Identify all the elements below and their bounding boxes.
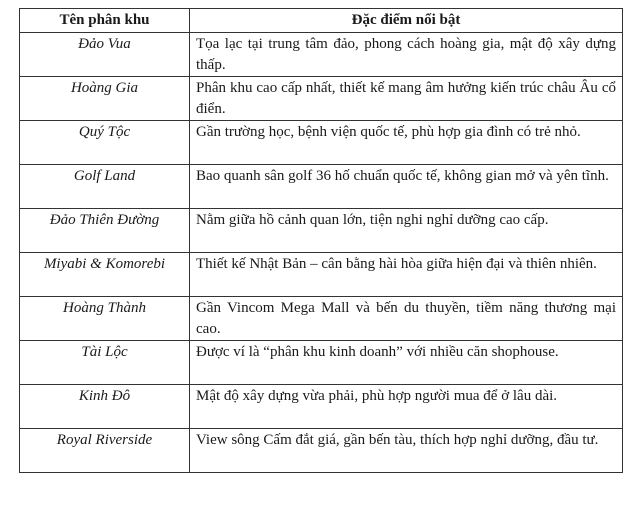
- table-row: [20, 297, 623, 341]
- subdivision-name: Kinh Đô: [20, 385, 190, 429]
- subdivision-name: Royal Riverside: [20, 429, 190, 473]
- table-header-row: [20, 9, 623, 33]
- subdivision-highlight: Mật độ xây dựng vừa phải, phù hợp người mua để ở lâu dài.: [190, 385, 623, 429]
- subdivision-name: Đảo Vua: [20, 33, 190, 77]
- table-row: [20, 253, 623, 297]
- subdivision-highlight: View sông Cấm đắt giá, gần bến tàu, thích hợp nghỉ dưỡng, đầu tư.: [190, 429, 623, 473]
- subdivision-highlight: Thiết kế Nhật Bản – cân bằng hài hòa giữa hiện đại và thiên nhiên.: [190, 253, 623, 297]
- subdivision-table: [19, 8, 623, 473]
- header-subdivision-name: Tên phân khu: [20, 9, 190, 33]
- table-row: [20, 385, 623, 429]
- table-row: [20, 341, 623, 385]
- subdivision-highlight: Phân khu cao cấp nhất, thiết kế mang âm hưởng kiến trúc châu Âu cổ điển.: [190, 77, 623, 121]
- table-row: [20, 165, 623, 209]
- subdivision-name: Tài Lộc: [20, 341, 190, 385]
- subdivision-highlight: Tọa lạc tại trung tâm đảo, phong cách hoàng gia, mật độ xây dựng thấp.: [190, 33, 623, 77]
- header-highlights: Đặc điểm nổi bật: [190, 9, 623, 33]
- subdivision-name: Đảo Thiên Đường: [20, 209, 190, 253]
- table-row: [20, 121, 623, 165]
- table-row: [20, 429, 623, 473]
- table-row: [20, 33, 623, 77]
- subdivision-highlight: Bao quanh sân golf 36 hố chuẩn quốc tế, không gian mở và yên tĩnh.: [190, 165, 623, 209]
- subdivision-highlight: Gần Vincom Mega Mall và bến du thuyền, tiềm năng thương mại cao.: [190, 297, 623, 341]
- subdivision-highlight: Gần trường học, bệnh viện quốc tế, phù hợp gia đình có trẻ nhỏ.: [190, 121, 623, 165]
- table-row: [20, 77, 623, 121]
- subdivision-highlight: Được ví là “phân khu kinh doanh” với nhiều căn shophouse.: [190, 341, 623, 385]
- subdivision-name: Hoàng Gia: [20, 77, 190, 121]
- subdivision-name: Hoàng Thành: [20, 297, 190, 341]
- subdivision-name: Miyabi & Komorebi: [20, 253, 190, 297]
- subdivision-name: Quý Tộc: [20, 121, 190, 165]
- subdivision-name: Golf Land: [20, 165, 190, 209]
- table-row: [20, 209, 623, 253]
- subdivision-highlight: Nằm giữa hồ cảnh quan lớn, tiện nghi nghỉ dưỡng cao cấp.: [190, 209, 623, 253]
